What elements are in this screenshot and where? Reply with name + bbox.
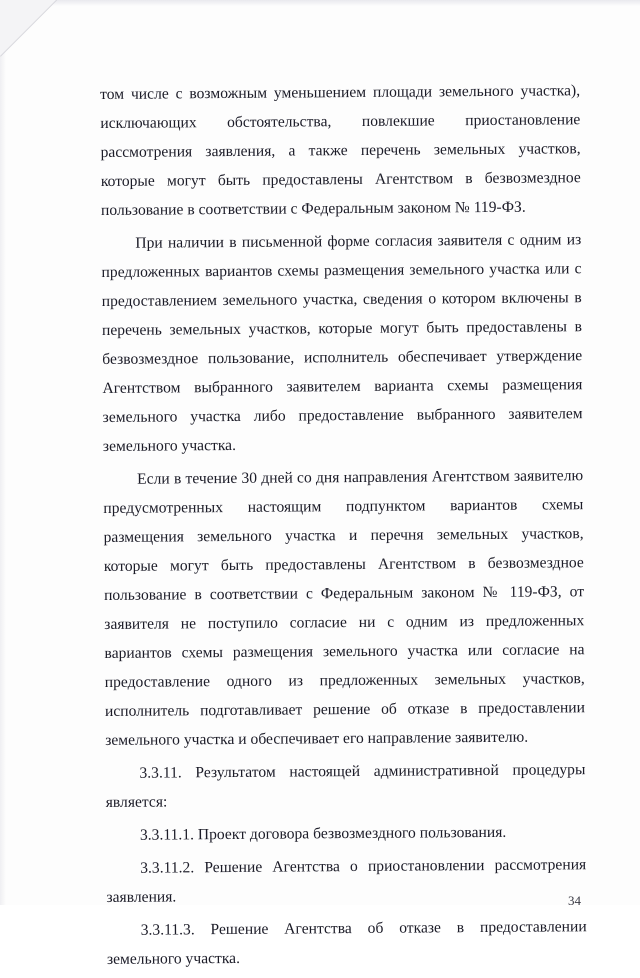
paragraph-continuation: том числе с возможным уменьшением площади земельного участка), исключающих обстоятельства, повлекшие приостановление рассмотрения заявления, а также перечень земельных участков, которые могут быть предоставлены Агентством в безвозмездное пользование в соответствии с Федеральным законом № 119-ФЗ. <box>100 82 581 219</box>
clause-3-3-11-1: 3.3.11.1. Проект договора безвозмездного пользования. <box>139 823 507 844</box>
clause-3-3-11-2: 3.3.11.2. Решение Агентства о приостановлении рассмотрения заявления. <box>106 856 587 906</box>
document-body <box>100 76 587 978</box>
page-number: 34 <box>568 893 581 908</box>
paragraph-refusal: Если в течение 30 дней со дня направления Агентством заявителю предусмотренных настоящим подпунктом вариантов схемы размещения земельного участка и перечня земельных участков, которые могут быть предоставлены Агентством в безвозмездное пользование в соответствии с Федеральным законом № 119-ФЗ, от заявителя не поступило согласие ни с одним из предложенных вариантов схемы размещения земельного участка или согласие на предоставление одного из предложенных земельных участков, исполнитель подготавливает решение об отказе в предоставлении земельного участка и обеспечивает его направление заявителю. <box>103 467 586 749</box>
clause-3-3-11-3: 3.3.11.3. Решение Агентства об отказе в предоставлении земельного участка. <box>106 918 587 968</box>
paragraph-consent: При наличии в письменной форме согласия заявителя с одним из предложенных вариантов схемы размещения земельного участка или с предоставлением земельного участка, сведения о котором включены в перечень земельных участков, которые могут быть предоставлены в безвозмездное пользование, исполнитель обеспечивает утверждение Агентством выбранного заявителем варианта схемы размещения земельного участка либо предоставление выбранного заявителем земельного участка. <box>101 231 583 455</box>
scan-shadow-top <box>0 0 640 6</box>
scan-shadow-left <box>0 0 6 905</box>
clause-3-3-11: 3.3.11. Результатом настоящей административной процедуры является: <box>105 761 586 811</box>
